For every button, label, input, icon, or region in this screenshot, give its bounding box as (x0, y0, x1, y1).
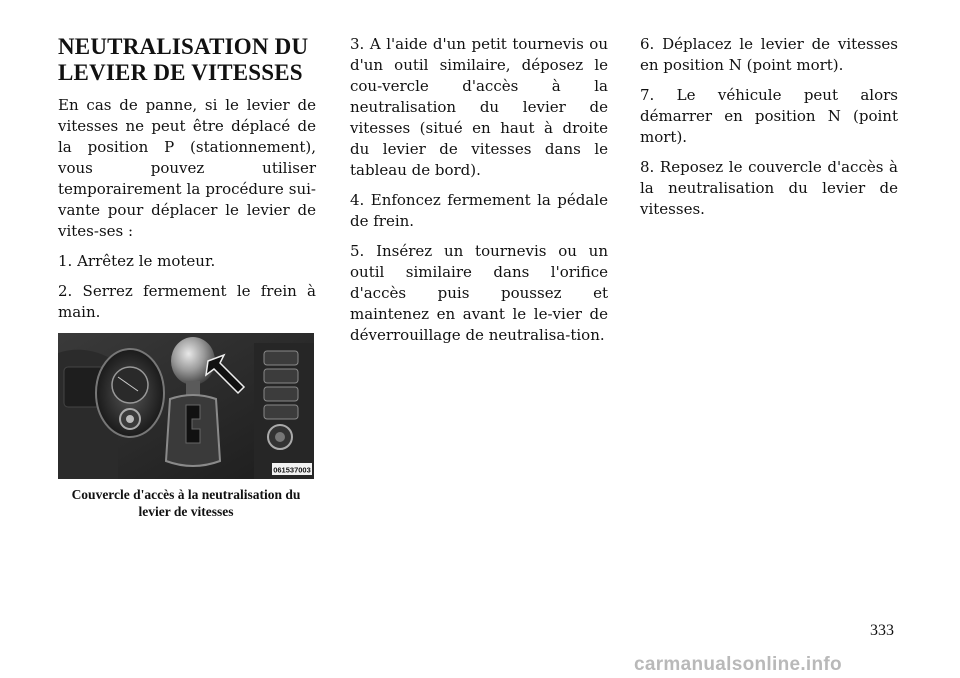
watermark: carmanualsonline.info (634, 654, 842, 675)
step-4: 4. Enfoncez fermement la pédale de frein. (350, 191, 608, 230)
section-heading (58, 34, 316, 86)
page-number: 333 (870, 622, 894, 639)
step-8: 8. Reposez le couvercle d'accès à la neutralisation du levier de vitesses. (640, 158, 898, 218)
dashboard-photo (58, 333, 314, 479)
column-right (640, 34, 898, 229)
step-3: 3. A l'aide d'un petit tournevis ou d'un outil similaire, déposez le cou-vercle d'accès à la neutralisation du levier de vitesses (situé en haut à droite du levier de vitesses dans le tableau de bord). (350, 35, 608, 179)
step-2: 2. Serrez fermement le frein à main. (58, 282, 316, 321)
step-7: 7. Le véhicule peut alors démarrer en position N (point mort). (640, 86, 898, 146)
intro-paragraph: En cas de panne, si le levier de vitesses ne peut être déplacé de la position P (stationnement), vous pouvez utiliser temporairement la procédure sui-vante pour déplacer le levier de vites-ses : (58, 96, 316, 240)
step-5: 5. Insérez un tournevis ou un outil similaire dans l'orifice d'accès puis poussez et maintenez en avant le le-vier de déverrouillage de neutralisa-tion. (350, 242, 608, 344)
column-left (58, 34, 316, 520)
heading-line-2: LEVIER DE VITESSES (58, 60, 303, 85)
dashboard-illustration (58, 333, 314, 479)
column-middle (350, 34, 608, 355)
step-6: 6. Déplacez le levier de vitesses en position N (point mort). (640, 35, 898, 74)
figure-shift-override (58, 333, 314, 520)
figure-caption: Couvercle d'accès à la neutralisation du levier de vitesses (71, 487, 301, 519)
step-1: 1. Arrêtez le moteur. (58, 252, 216, 270)
heading-line-1: NEUTRALISATION DU (58, 34, 309, 59)
figure-code: 061537003 (273, 465, 311, 475)
